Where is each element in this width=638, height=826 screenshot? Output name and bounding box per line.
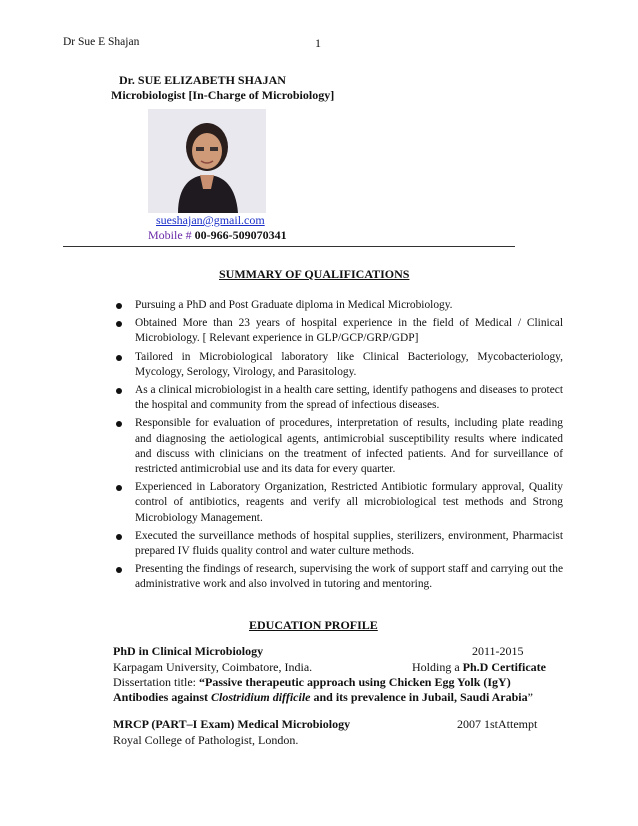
candidate-title: Microbiologist [In-Charge of Microbiology] (111, 88, 335, 102)
summary-item: Executed the surveillance methods of hospital supplies, sterilizers, environment, Pharmacist prepared IV fluids quality control and water culture methods. (113, 529, 563, 559)
candidate-name: Dr. SUE ELIZABETH SHAJAN (119, 73, 286, 87)
dissertation-title: “Passive therapeutic approach using Chicken Egg Yolk (IgY) Antibodies against (113, 675, 511, 704)
dissertation-title-end: and its prevalence in Jubail, Saudi Arabia (313, 690, 528, 704)
mobile-label: Mobile # (148, 228, 192, 242)
mrcp-year: 2007 1stAttempt (457, 717, 538, 731)
summary-item: Pursuing a PhD and Post Graduate diploma in Medical Microbiology. (113, 298, 563, 313)
running-header-name: Dr Sue E Shajan (63, 36, 140, 48)
page-number: 1 (315, 36, 321, 50)
summary-item: As a clinical microbiologist in a health care setting, identify pathogens and diseases to protect the hospital and community from the spread of infectious diseases. (113, 383, 563, 413)
mobile-line (148, 228, 287, 243)
mrcp-degree: MRCP (PART–I Exam) Medical Microbiology (113, 717, 351, 731)
bullet-icon (116, 534, 122, 540)
bullet-icon (116, 388, 122, 394)
portrait-image (148, 109, 266, 213)
dissertation-organism: Clostridium difficile (211, 690, 311, 704)
separator-line (63, 246, 515, 247)
bullet-icon (116, 355, 122, 361)
summary-list (113, 298, 563, 596)
phd-holding: Holding a Ph.D Certificate (412, 660, 546, 674)
bullet-icon (116, 485, 122, 491)
education-heading: EDUCATION PROFILE (249, 618, 378, 632)
summary-item: Obtained More than 23 years of hospital experience in the field of Medical / Clinical Microbiology. [ Relevant experience in GLP/GCP/GRP/GDP] (113, 316, 563, 346)
summary-item: Tailored in Microbiological laboratory like Clinical Bacteriology, Mycobacteriology, Mycology, Serology, Virology, and Parasitology. (113, 350, 563, 380)
email-link[interactable]: sueshajan@gmail.com (156, 213, 265, 227)
dissertation-label: Dissertation title: (113, 675, 196, 689)
profile-photo (148, 109, 266, 213)
phd-degree: PhD in Clinical Microbiology (113, 644, 264, 658)
mobile-number: 00-966-509070341 (194, 228, 287, 242)
summary-heading: SUMMARY OF QUALIFICATIONS (219, 267, 410, 281)
bullet-icon (116, 421, 122, 427)
phd-years: 2011-2015 (472, 644, 524, 658)
bullet-icon (116, 567, 122, 573)
phd-dissertation: Dissertation title: “Passive therapeutic approach using Chicken Egg Yolk (IgY) Antibodies against Clostridium difficile and its prevalence in Jubail, Saudi Arabia” (113, 675, 533, 704)
bullet-icon (116, 303, 122, 309)
mrcp-institution: Royal College of Pathologist, London. (113, 733, 299, 747)
summary-item: Responsible for evaluation of procedures, interpretation of results, including plate reading and diagnosing the aetiological agents, antimicrobial susceptibility results where indicated and discuss with clinicians on the treatment of infected patients. And for surveillance of restricted antimicrobial use and its data for every quarter. (113, 416, 563, 477)
bullet-icon (116, 321, 122, 327)
summary-item: Experienced in Laboratory Organization, Restricted Antibiotic formulary approval, Quality control of antibiotics, reagents and verify all microbiological test methods and Strong Microbiology Management. (113, 480, 563, 526)
summary-item: Presenting the findings of research, supervising the work of support staff and carrying out the administrative work and also involved in tutoring and mentoring. (113, 562, 563, 592)
phd-institution: Karpagam University, Coimbatore, India. (113, 660, 313, 674)
